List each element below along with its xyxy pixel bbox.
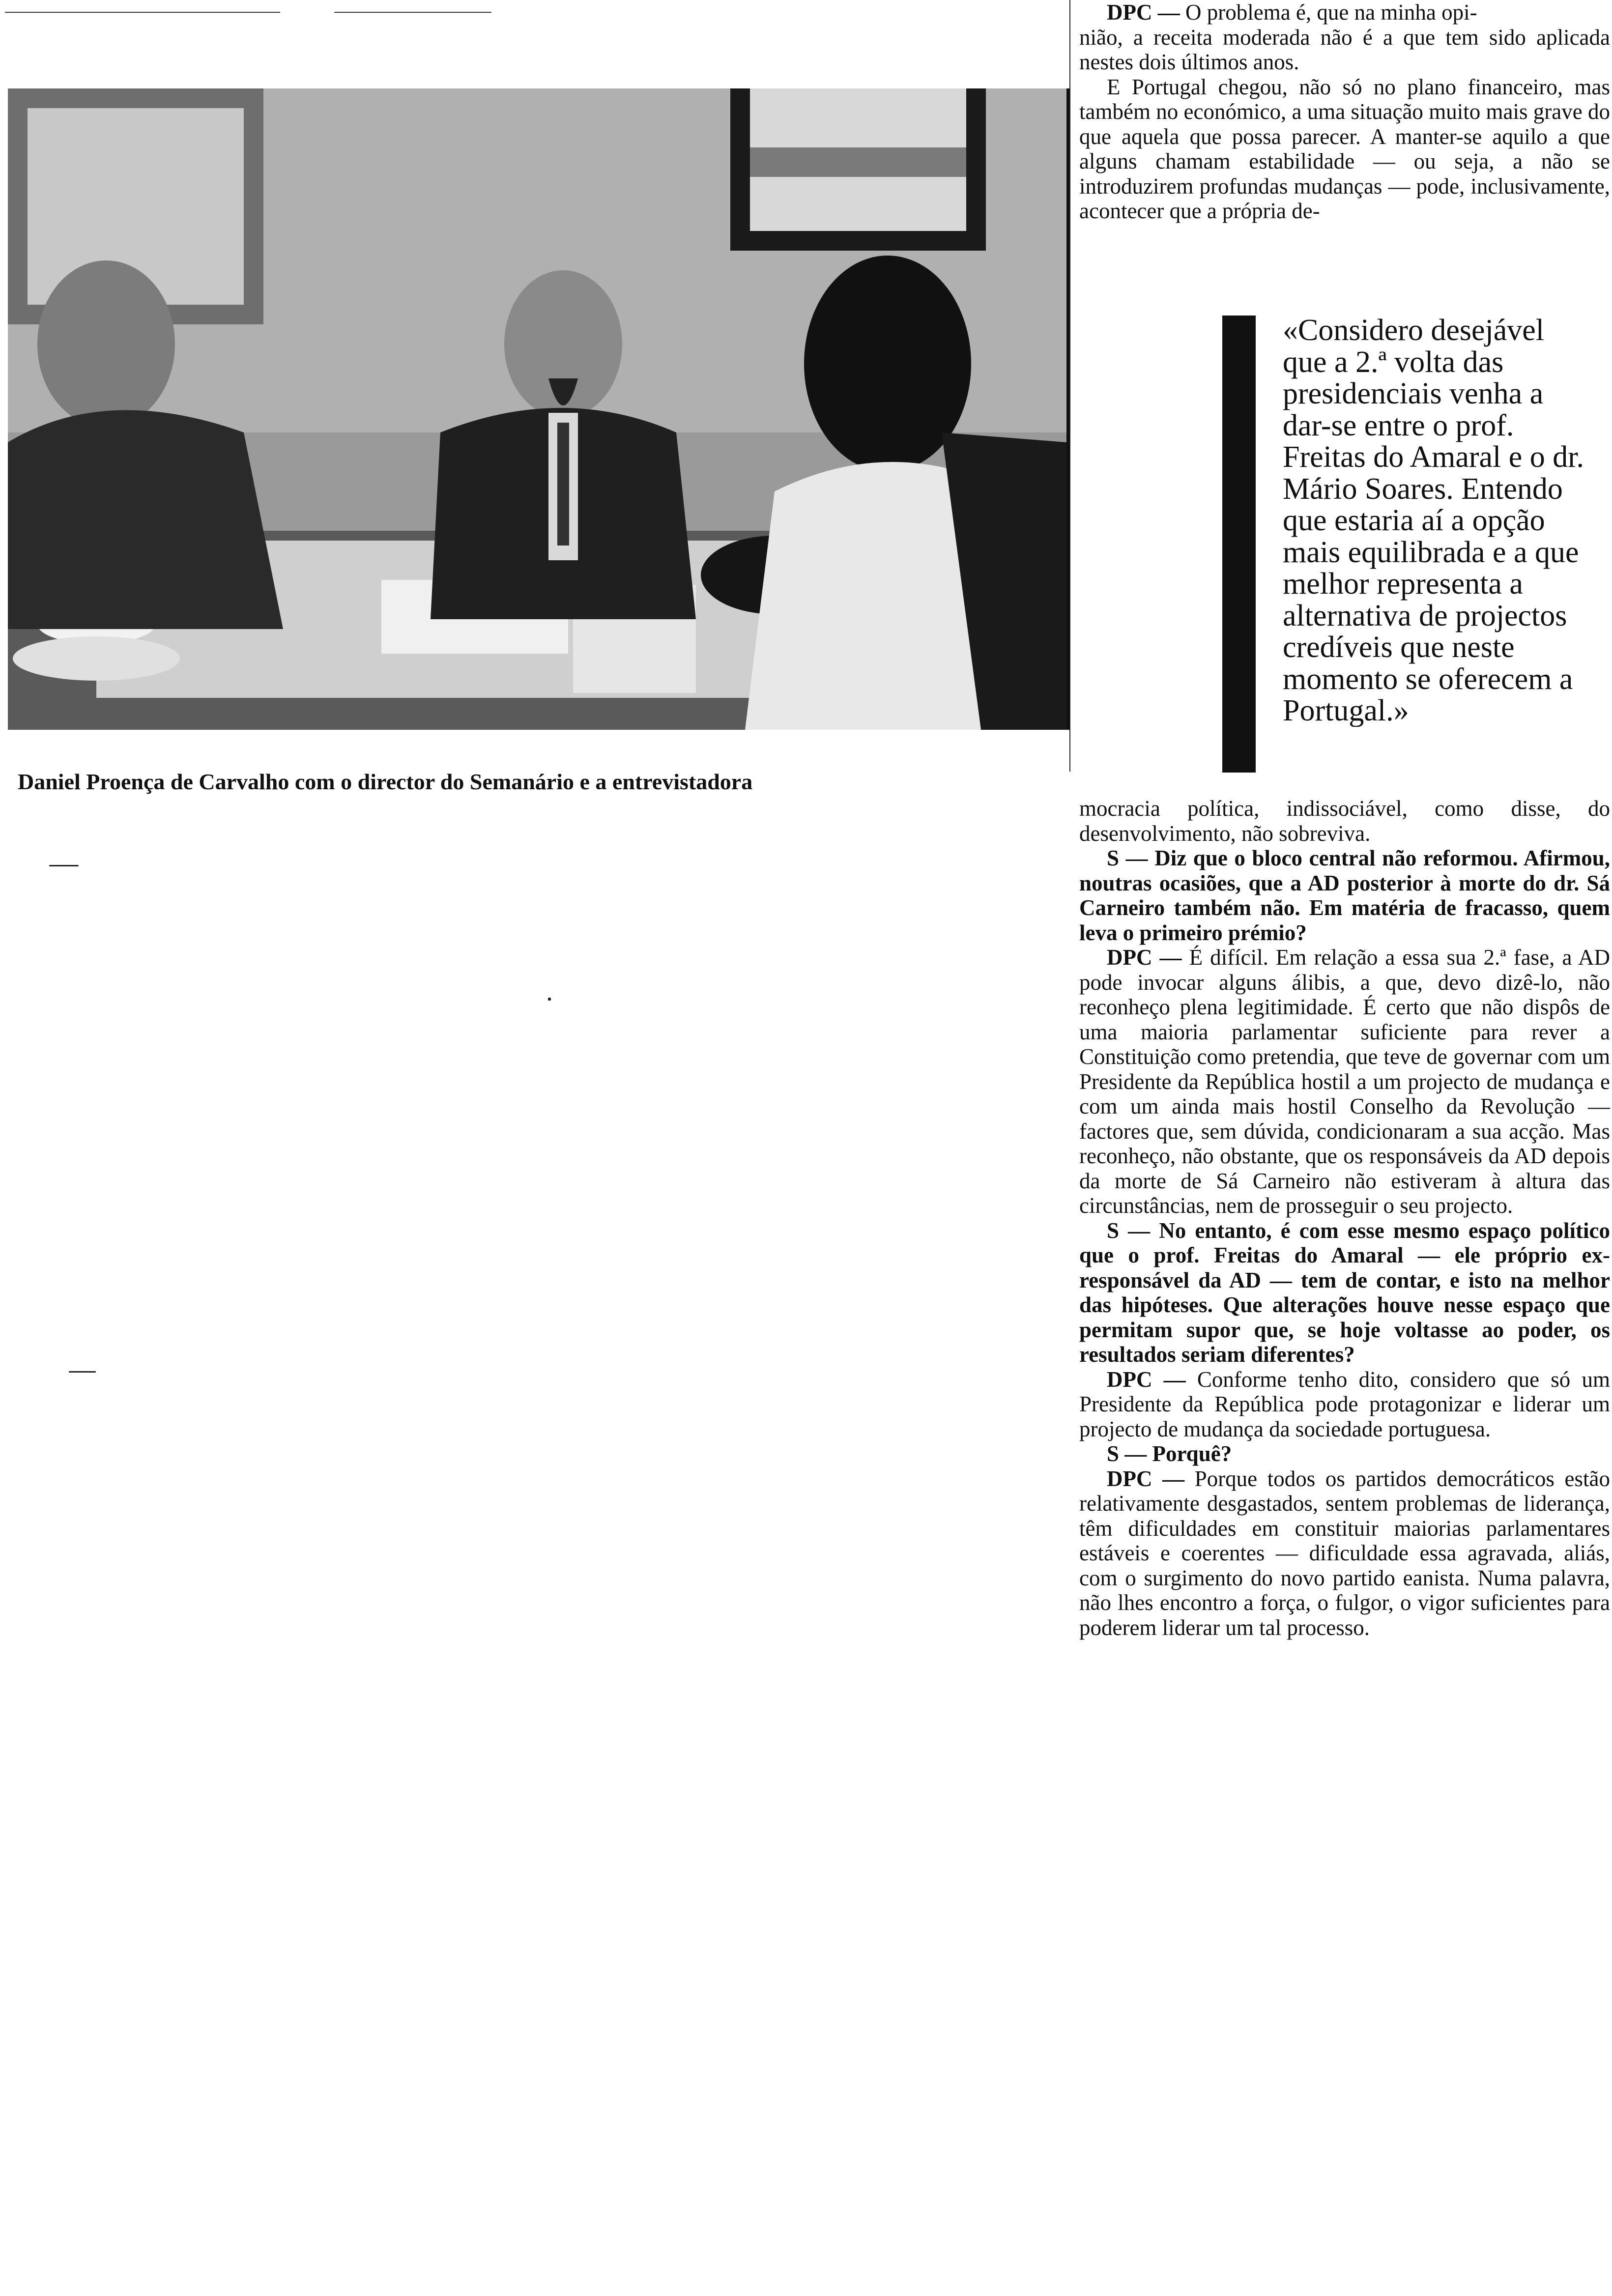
pullquote-line: mais equilibrada e a que — [1283, 535, 1579, 569]
pullquote-line: momento se oferecem a — [1283, 662, 1573, 696]
pullquote — [1283, 315, 1612, 727]
paragraph-continuation: DPC — O problema é, que na minha opi- — [1107, 0, 1477, 25]
top-rule-left — [5, 12, 280, 13]
article-column-top — [1079, 0, 1610, 224]
pullquote-line: dar-se entre o prof. — [1283, 408, 1514, 442]
pullquote-line: Portugal.» — [1283, 694, 1409, 727]
interviewer-question: S — Porquê? — [1107, 1441, 1232, 1466]
interviewer-question: S — Diz que o bloco central não reformou. Afirmou, noutras ocasiões, que a AD posterior à morte do dr. Sá Carneiro também não. Em matéria de fracasso, quem leva o primeiro prémio? — [1079, 846, 1610, 945]
pullquote-line: alternativa de projectos — [1283, 599, 1567, 632]
pullquote-line: que a 2.ª volta das — [1283, 345, 1504, 379]
interviewee-answer: DPC — Conforme tenho dito, considero que só um Presidente da República pode protagonizar e liderar um projecto de mudança da sociedade portuguesa. — [1079, 1367, 1610, 1441]
margin-mark — [49, 865, 79, 866]
top-rule-middle — [334, 12, 491, 13]
margin-mark — [69, 1371, 96, 1373]
pullquote-line: Mário Soares. Entendo — [1283, 472, 1563, 506]
pullquote-line: credíveis que neste — [1283, 631, 1515, 664]
pullquote-line: Freitas do Amaral e o dr. — [1283, 440, 1584, 474]
pullquote-bar — [1222, 316, 1256, 773]
paragraph: E Portugal chegou, não só no plano financeiro, mas também no económico, a uma situação muito mais grave do que aquela que possa parecer. A manter-se aquilo a que alguns chamam estabilidade — ou seja, a não se introduzirem profundas mudanças — pode, inclusivamente, acontecer que a própria de- — [1079, 74, 1610, 223]
margin-mark — [548, 998, 551, 1001]
paragraph: mocracia política, indissociável, como disse, do desenvolvimento, não sobreviva. — [1079, 796, 1610, 846]
pullquote-line: «Considero desejável — [1283, 315, 1545, 347]
interviewer-question: S — No entanto, é com esse mesmo espaço político que o prof. Freitas do Amaral — ele próprio ex-responsável da AD — tem de contar, e isto na melhor das hipóteses. Que alterações houve nesse espaço que permitam supor que, se hoje voltasse ao poder, os resultados seriam diferentes? — [1079, 1218, 1610, 1367]
interviewee-answer: DPC — É difícil. Em relação a essa sua 2.ª fase, a AD pode invocar alguns álibis, a que, devo dizê-lo, não reconheço plena legitimidade. É certo que não dispôs de uma maioria parlamentar suficiente para rever a Constituição como pretendia, que teve de governar com um Presidente da República hostil a um projecto de mudança e com um ainda mais hostil Conselho da Revolução — factores que, sem dúvida, condicionaram a sua acção. Mas reconheço, não obstante, que os responsáveis da AD depois da morte de Sá Carneiro não estiveram à altura das circunstâncias, nem de prosseguir o seu projecto. — [1079, 945, 1610, 1218]
photo-caption: Daniel Proença de Carvalho com o director do Semanário e a entrevistadora — [18, 769, 753, 794]
interview-photo-illustration — [8, 88, 1066, 730]
pullquote-line: melhor representa a — [1283, 567, 1523, 601]
article-column-bottom — [1079, 796, 1610, 1640]
pullquote-line: que estaria aí a opção — [1283, 504, 1545, 537]
pullquote-line: presidenciais venha a — [1283, 377, 1544, 410]
interviewee-answer: DPC — Porque todos os partidos democráticos estão relativamente desgastados, sentem problemas de liderança, têm dificuldades em constituir maiorias parlamentares estáveis e coerentes — dificuldade essa agravada, aliás, com o surgimento do novo partido eanista. Numa palavra, não lhes encontro a força, o fulgor, o vigor suficientes para poderem liderar um tal processo. — [1079, 1466, 1610, 1640]
paragraph: nião, a receita moderada não é a que tem sido aplicada nestes dois últimos anos. — [1079, 25, 1610, 74]
column-divider — [1069, 0, 1070, 772]
interview-photo — [8, 88, 1069, 730]
